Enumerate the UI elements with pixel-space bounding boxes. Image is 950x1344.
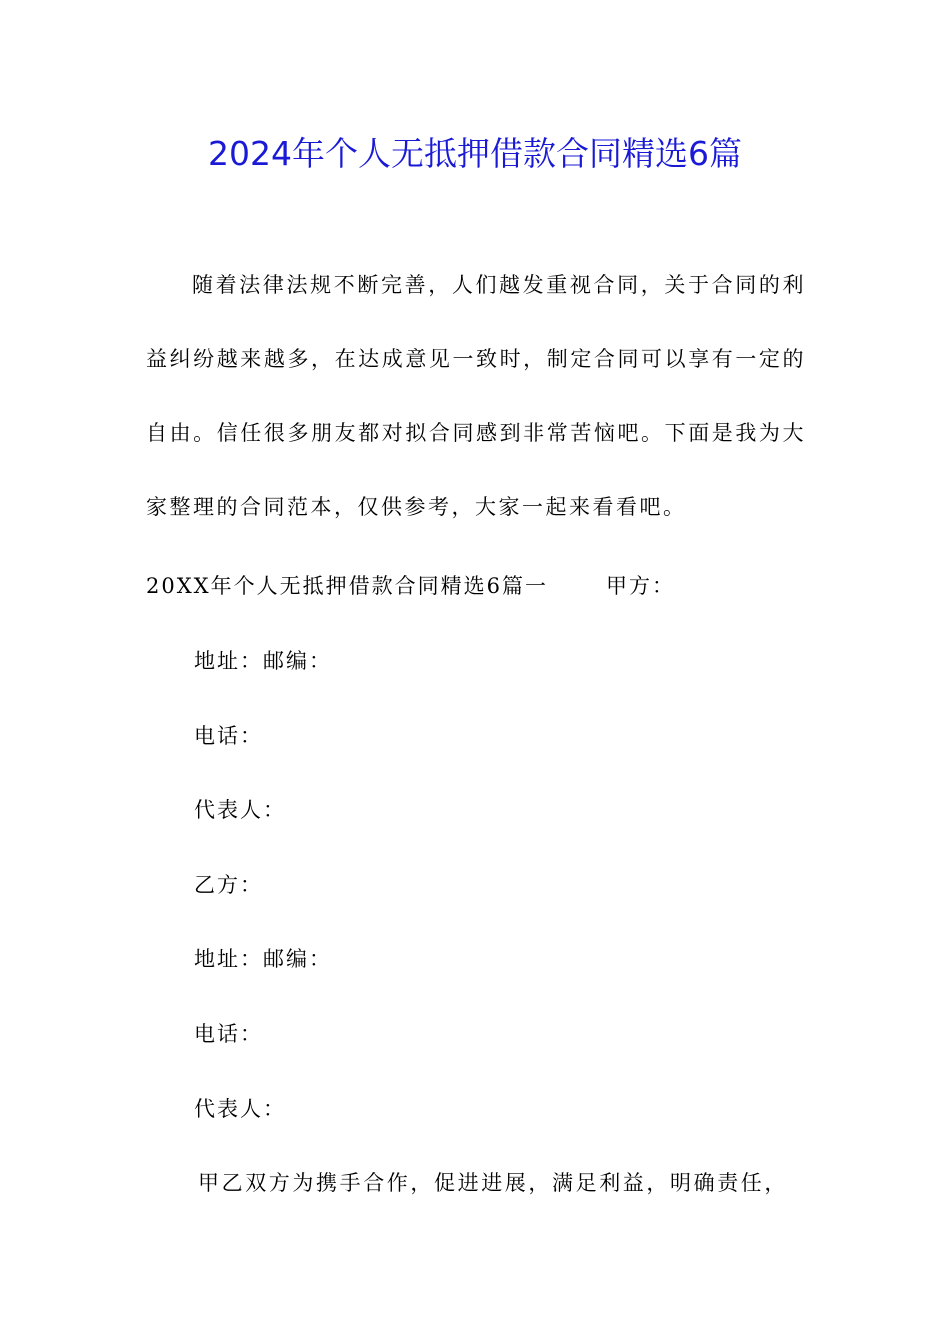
document-title: 2024年个人无抵押借款合同精选6篇 (208, 134, 742, 173)
party-b-label: 乙方： (194, 873, 263, 897)
party-a-representative: 代表人： (194, 798, 286, 822)
party-a-address: 地址：邮编： (194, 649, 332, 673)
party-b-representative: 代表人： (194, 1097, 286, 1121)
party-b-address: 地址：邮编： (194, 947, 332, 971)
party-a-label: 甲方： (606, 574, 675, 598)
section-heading: 20XX年个人无抵押借款合同精选6篇一 (146, 574, 548, 598)
party-a-phone: 电话： (194, 724, 263, 748)
closing-line: 甲乙双方为携手合作，促进进展，满足利益，明确责任， (198, 1171, 788, 1195)
intro-paragraph: 随着法律法规不断完善，人们越发重视合同，关于合同的利益纠纷越来越多，在达成意见一致时，制定合同可以享有一定的自由。信任很多朋友都对拟合同感到非常苦恼吧。下面是我为大家整理的合同范本，仅供参考，大家一起来看看吧。 (146, 273, 806, 519)
party-b-phone: 电话： (194, 1022, 263, 1046)
